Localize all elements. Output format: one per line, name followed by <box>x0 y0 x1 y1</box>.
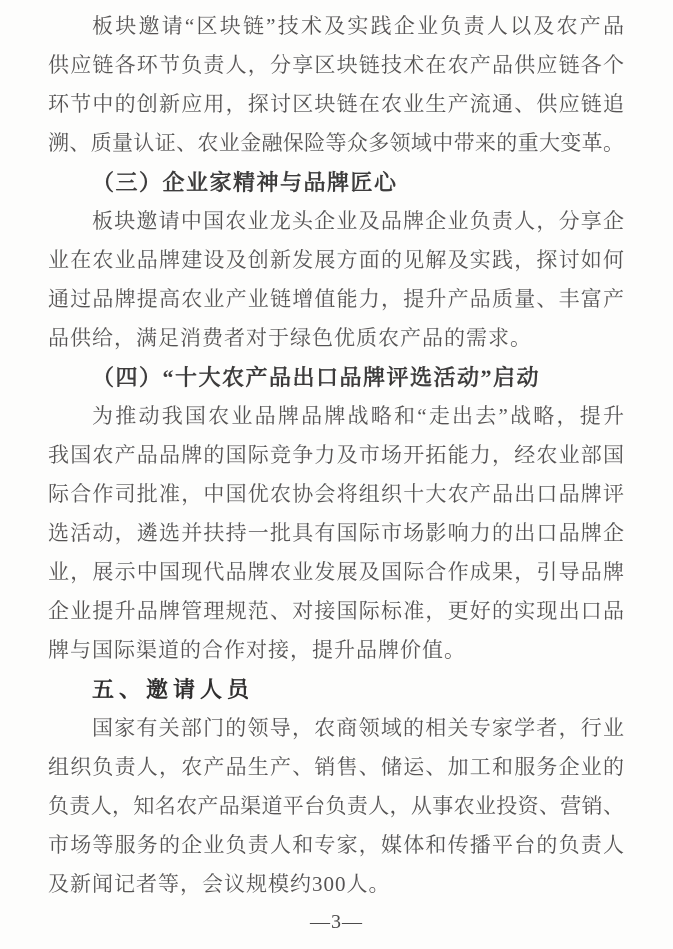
body-text-line: 板块邀请“区块链”技术及实践企业负责人以及农产品 <box>92 14 624 38</box>
body-text-line: 及新闻记者等，会议规模约300人。 <box>48 872 391 896</box>
body-text-line: 我国农产品品牌的国际竞争力及市场开拓能力，经农业部国 <box>48 443 624 467</box>
body-text-line: 业，展示中国现代品牌农业发展及国际合作成果，引导品牌 <box>48 560 624 584</box>
body-text-line: 负责人，知名农产品渠道平台负责人，从事农业投资、营销、 <box>48 794 624 818</box>
body-text-line: 牌与国际渠道的合作对接，提升品牌价值。 <box>48 638 466 662</box>
page-number: —3— <box>310 911 363 933</box>
body-text-line: 为推动我国农业品牌品牌战略和“走出去”战略，提升 <box>92 404 624 428</box>
body-text-line: 品供给，满足消费者对于绿色优质农产品的需求。 <box>48 326 532 350</box>
document-content <box>48 7 624 904</box>
body-text-line: 通过品牌提高农业产业链增值能力，提升产品质量、丰富产 <box>48 287 624 311</box>
body-text-line: 市场等服务的企业负责人和专家，媒体和传播平台的负责人 <box>48 833 624 857</box>
body-text-line: 选活动，遴选并扶持一批具有国际市场影响力的出口品牌企 <box>48 521 624 545</box>
body-text-line: 溯、质量认证、农业金融保险等众多领域中带来的重大变革。 <box>48 131 624 155</box>
section-heading-five: 五、邀请人员 <box>92 677 255 702</box>
section-heading-four: （四）“十大农产品出口品牌评选活动”启动 <box>92 365 541 390</box>
section-heading-three: （三）企业家精神与品牌匠心 <box>92 170 398 195</box>
body-text-line: 环节中的创新应用，探讨区块链在农业生产流通、供应链追 <box>48 92 624 116</box>
body-text-line: 供应链各环节负责人，分享区块链技术在农产品供应链各个 <box>48 53 624 77</box>
body-text-line: 板块邀请中国农业龙头企业及品牌企业负责人，分享企 <box>92 209 624 233</box>
body-text-line: 际合作司批准，中国优农协会将组织十大农产品出口品牌评 <box>48 482 624 506</box>
body-text-line: 国家有关部门的领导，农商领域的相关专家学者，行业 <box>92 716 624 740</box>
body-text-line: 组织负责人，农产品生产、销售、储运、加工和服务企业的 <box>48 755 624 779</box>
body-text-line: 业在农业品牌建设及创新发展方面的见解及实践，探讨如何 <box>48 248 624 272</box>
body-text-line: 企业提升品牌管理规范、对接国际标准，更好的实现出口品 <box>48 599 624 623</box>
